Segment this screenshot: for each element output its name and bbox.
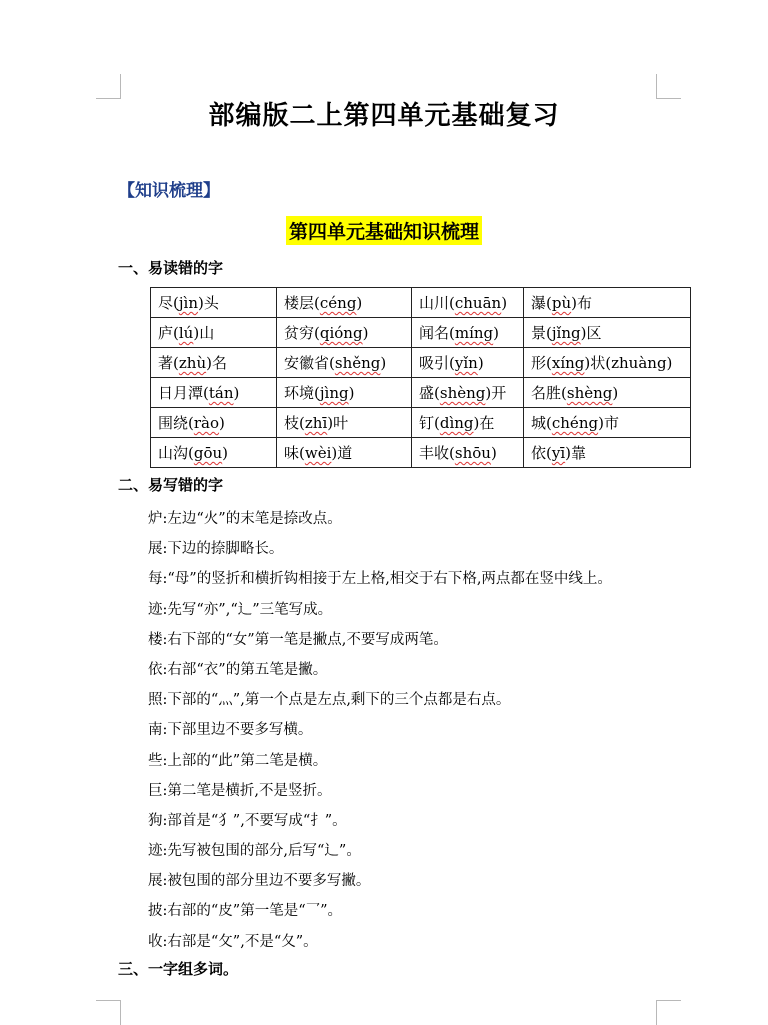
cell-pinyin: shōu [454, 444, 491, 462]
cell-character: 楼层 [284, 294, 315, 312]
note-item: 楼:右下部的“女”第一笔是撇点,不要写成两笔。 [148, 631, 448, 648]
cell-pinyin: zhù [178, 354, 207, 372]
cell-pinyin: jìng [319, 384, 349, 402]
cell-pinyin: jǐng [551, 324, 581, 342]
misread-characters-table [150, 287, 691, 468]
cell-suffix: 布 [577, 294, 593, 312]
table-cell: 围绕(rào) [151, 408, 277, 438]
note-item: 展:下边的捺脚略长。 [148, 541, 284, 558]
cell-pinyin: xíng [551, 354, 585, 372]
cell-suffix: 头 [203, 294, 219, 312]
cell-pinyin: yī [551, 444, 566, 462]
cell-character: 环境 [284, 384, 315, 402]
knowledge-tag: 【知识梳理】 [118, 181, 220, 201]
cell-suffix: 在 [479, 414, 495, 432]
cell-suffix: 山 [199, 324, 215, 342]
note-item: 迹:先写被包围的部分,后写“辶”。 [148, 843, 361, 860]
table-cell: 盛(shèng)开 [412, 378, 524, 408]
table-cell: 环境(jìng) [277, 378, 412, 408]
cell-character: 贫穷 [284, 324, 315, 342]
table-cell: 山川(chuān) [412, 288, 524, 318]
cell-pinyin: dìng [439, 414, 474, 432]
table-cell: 楼层(céng) [277, 288, 412, 318]
cell-character: 盛 [419, 384, 435, 402]
table-row [151, 438, 691, 468]
subtitle-wrapper [0, 216, 768, 245]
cell-character: 城 [531, 414, 547, 432]
note-item: 南:下部里边不要多写横。 [148, 722, 313, 739]
cell-pinyin: chuān [454, 294, 502, 312]
table-row [151, 288, 691, 318]
cell-pinyin: pù [551, 294, 572, 312]
cell-character: 瀑 [531, 294, 547, 312]
cell-pinyin: shèng [566, 384, 613, 402]
table-cell: 尽(jìn)头 [151, 288, 277, 318]
table-cell: 日月潭(tán) [151, 378, 277, 408]
cell-character: 钉 [419, 414, 435, 432]
table-row [151, 348, 691, 378]
cell-suffix: 叶 [333, 414, 349, 432]
cell-pinyin: lú [178, 324, 194, 342]
cell-suffix: 道 [337, 444, 353, 462]
table-row [151, 408, 691, 438]
table-cell: 丰收(shōu) [412, 438, 524, 468]
table-cell: 枝(zhī)叶 [277, 408, 412, 438]
cell-pinyin: míng [454, 324, 494, 342]
cell-pinyin: jìn [178, 294, 198, 312]
table-row [151, 378, 691, 408]
table-cell: 闻名(míng) [412, 318, 524, 348]
note-item: 收:右部是“攵”,不是“夂”。 [148, 933, 318, 950]
table-cell: 庐(lú)山 [151, 318, 277, 348]
table-cell: 吸引(yǐn) [412, 348, 524, 378]
table-row [151, 318, 691, 348]
cell-character: 著 [158, 354, 174, 372]
cell-character: 丰收 [419, 444, 450, 462]
cell-pinyin: tán [208, 384, 234, 402]
cell-suffix: 靠 [571, 444, 587, 462]
note-item: 展:被包围的部分里边不要多写撇。 [148, 873, 371, 890]
cell-suffix: 状(zhuàng) [590, 354, 673, 372]
table-cell: 味(wèi)道 [277, 438, 412, 468]
note-item: 狗:部首是“犭”,不要写成“扌”。 [148, 812, 347, 829]
cell-character: 尽 [158, 294, 174, 312]
table-cell: 贫穷(qióng) [277, 318, 412, 348]
cell-suffix: 区 [586, 324, 602, 342]
cell-character: 形 [531, 354, 547, 372]
table-cell: 钉(dìng)在 [412, 408, 524, 438]
cell-character: 安徽省 [284, 354, 330, 372]
cell-pinyin: qióng [319, 324, 363, 342]
note-item: 巨:第二笔是横折,不是竖折。 [148, 782, 332, 799]
cell-character: 山沟 [158, 444, 189, 462]
cell-pinyin: rào [193, 414, 220, 432]
cell-pinyin: wèi [304, 444, 332, 462]
miswritten-notes-list [148, 504, 708, 957]
cell-pinyin: shèng [439, 384, 486, 402]
cell-character: 枝 [284, 414, 300, 432]
cell-character: 名胜 [531, 384, 562, 402]
note-item: 每:“母”的竖折和横折钩相接于左上格,相交于右下格,两点都在竖中线上。 [148, 571, 612, 588]
section-heading-miswritten: 二、易写错的字 [118, 476, 224, 494]
note-item: 披:右部的“皮”第一笔是“乛”。 [148, 903, 343, 920]
document-title: 部编版二上第四单元基础复习 [208, 101, 560, 131]
cell-character: 依 [531, 444, 547, 462]
highlighted-subtitle: 第四单元基础知识梳理 [286, 216, 482, 245]
cell-character: 庐 [158, 324, 174, 342]
page-corner-mark [656, 1000, 681, 1025]
table-cell: 著(zhù)名 [151, 348, 277, 378]
cell-suffix: 开 [491, 384, 507, 402]
cell-pinyin: yǐn [454, 354, 478, 372]
cell-pinyin: chéng [551, 414, 599, 432]
table-cell: 形(xíng)状(zhuàng) [524, 348, 691, 378]
cell-character: 吸引 [419, 354, 450, 372]
table-cell: 城(chéng)市 [524, 408, 691, 438]
table-cell: 山沟(gōu) [151, 438, 277, 468]
cell-pinyin: shěng [334, 354, 381, 372]
table-cell: 依(yī)靠 [524, 438, 691, 468]
cell-suffix: 名 [211, 354, 227, 372]
section-heading-misread: 一、易读错的字 [118, 259, 224, 277]
note-item: 炉:左边“火”的末笔是捺改点。 [148, 511, 342, 527]
table-cell: 瀑(pù)布 [524, 288, 691, 318]
table-cell: 安徽省(shěng) [277, 348, 412, 378]
cell-character: 山川 [419, 294, 450, 312]
note-item: 迹:先写“亦”,“辶”三笔写成。 [148, 601, 333, 618]
note-item: 依:右部“衣”的第五笔是撇。 [148, 661, 328, 678]
cell-character: 景 [531, 324, 547, 342]
cell-pinyin: gōu [193, 444, 223, 462]
cell-suffix: 市 [603, 414, 619, 432]
cell-character: 日月潭 [158, 384, 204, 402]
note-item: 些:上部的“此”第二笔是横。 [148, 752, 328, 769]
cell-character: 味 [284, 444, 300, 462]
cell-character: 围绕 [158, 414, 189, 432]
table-cell: 名胜(shèng) [524, 378, 691, 408]
table-cell: 景(jǐng)区 [524, 318, 691, 348]
page-corner-mark [96, 1000, 121, 1025]
cell-pinyin: zhī [304, 414, 328, 432]
section-heading-word-groups: 三、一字组多词。 [118, 960, 239, 978]
cell-pinyin: céng [319, 294, 357, 312]
note-item: 照:下部的“灬”,第一个点是左点,剩下的三个点都是右点。 [148, 692, 511, 709]
cell-character: 闻名 [419, 324, 450, 342]
